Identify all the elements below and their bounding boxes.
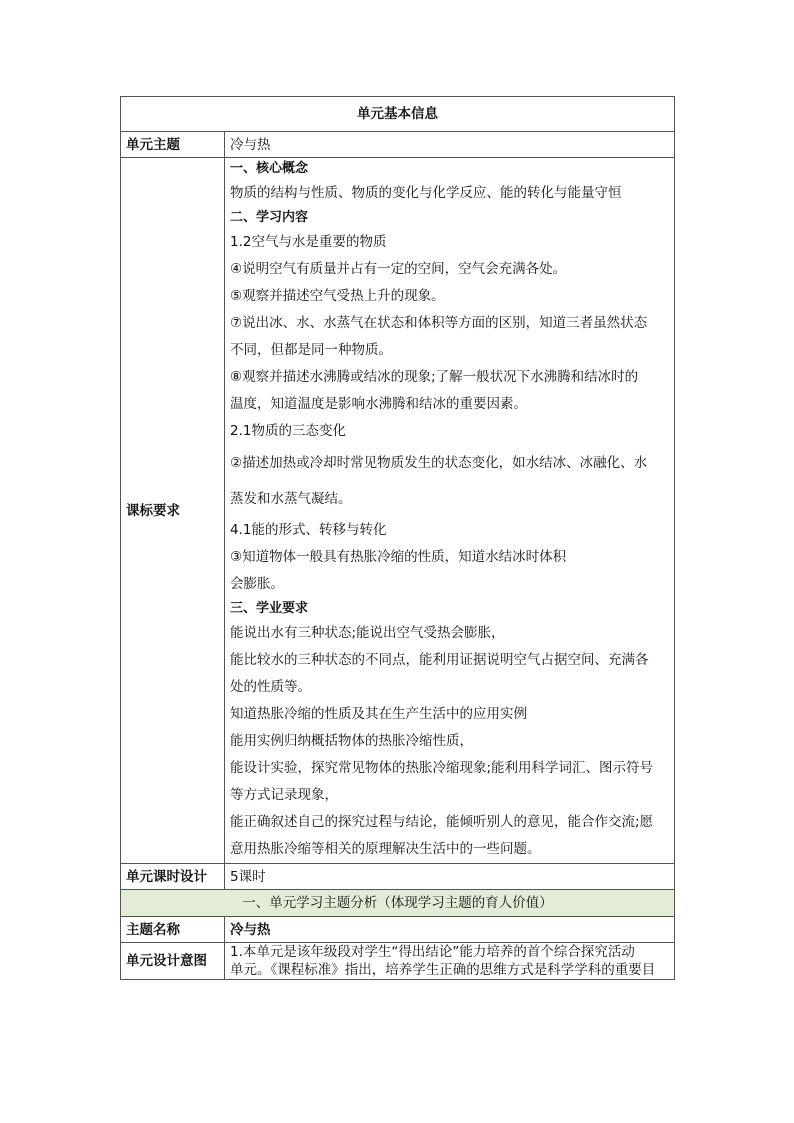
section-banner: 一、单元学习主题分析（体现学习主题的育人价值） (121, 890, 675, 917)
design-intent-content (225, 943, 675, 980)
academic-requirements-heading: 三、学业要求 (230, 601, 309, 616)
requirement-2-a: 能比较水的三种状态的不同点，能利用证据说明空气占据空间、充满各 (230, 652, 649, 668)
item-2-a: ②描述加热或冷却时常见物质发生的状态变化，如水结冰、冰融化、水 (230, 455, 648, 471)
requirement-2-b: 处的性质等。 (230, 679, 311, 695)
learning-content-heading: 二、学习内容 (230, 210, 309, 225)
unit-theme-value: 冷与热 (225, 132, 675, 158)
core-concept-heading: 一、核心概念 (230, 161, 309, 176)
requirement-1: 能说出水有三种状态;能说出空气受热会膨胀， (230, 625, 505, 641)
item-5: ⑤观察并描述空气受热上升的现象。 (230, 288, 445, 304)
item-3-a: ③知道物体一般具有热胀冷缩的性质，知道水结冰时体积 (230, 549, 567, 565)
requirement-6-a: 能正确叙述自己的探究过程与结论，能倾听别人的意见，能合作交流;愿 (230, 814, 654, 830)
intent-line-2: 单元。《课程标准》指出，培养学生正确的思维方式是科学学科的重要目 (230, 962, 656, 978)
content-4-1: 4.1能的形式、转移与转化 (230, 522, 387, 538)
standards-label: 课标要求 (121, 158, 225, 864)
item-2-b: 蒸发和水蒸气凝结。 (230, 491, 352, 507)
item-7-a: ⑦说出冰、水、水蒸气在状态和体积等方面的区别，知道三者虽然状态 (230, 315, 648, 331)
item-8-b: 温度，知道温度是影响水沸腾和结冰的重要因素。 (230, 396, 527, 412)
unit-info-table (120, 96, 675, 980)
unit-theme-label: 单元主题 (121, 132, 225, 158)
design-intent-label: 单元设计意图 (121, 943, 225, 980)
item-8-a: ⑧观察并描述水沸腾或结冰的现象;了解一般状况下水沸腾和结冰时的 (230, 369, 639, 385)
item-4: ④说明空气有质量并占有一定的空间，空气会充满各处。 (230, 261, 567, 277)
requirement-4: 能用实例归纳概括物体的热胀冷缩性质， (230, 733, 473, 749)
intent-line-1: 1.本单元是该年级段对学生“得出结论”能力培养的首个综合探究活动 (230, 944, 635, 960)
item-3-b: 会膨胀。 (230, 576, 284, 592)
requirement-3: 知道热胀冷缩的性质及其在生产生活中的应用实例 (230, 706, 527, 722)
standards-content (225, 158, 675, 864)
table-title: 单元基本信息 (121, 97, 675, 132)
requirement-6-b: 意用热胀冷缩等相关的原理解决生活中的一些问题。 (230, 841, 541, 857)
unit-hours-label: 单元课时设计 (121, 864, 225, 890)
requirement-5-b: 等方式记录现象， (230, 787, 338, 803)
unit-hours-value: 5课时 (225, 864, 675, 890)
content-2-1: 2.1物质的三态变化 (230, 423, 346, 439)
topic-name-value: 冷与热 (225, 917, 675, 943)
topic-name-label: 主题名称 (121, 917, 225, 943)
item-7-b: 不同，但都是同一种物质。 (230, 342, 392, 358)
requirement-5-a: 能设计实验，探究常见物体的热胀冷缩现象;能利用科学词汇、图示符号 (230, 760, 654, 776)
content-1-2: 1.2空气与水是重要的物质 (230, 234, 387, 250)
core-concept-text: 物质的结构与性质、物质的变化与化学反应、能的转化与能量守恒 (230, 185, 622, 201)
